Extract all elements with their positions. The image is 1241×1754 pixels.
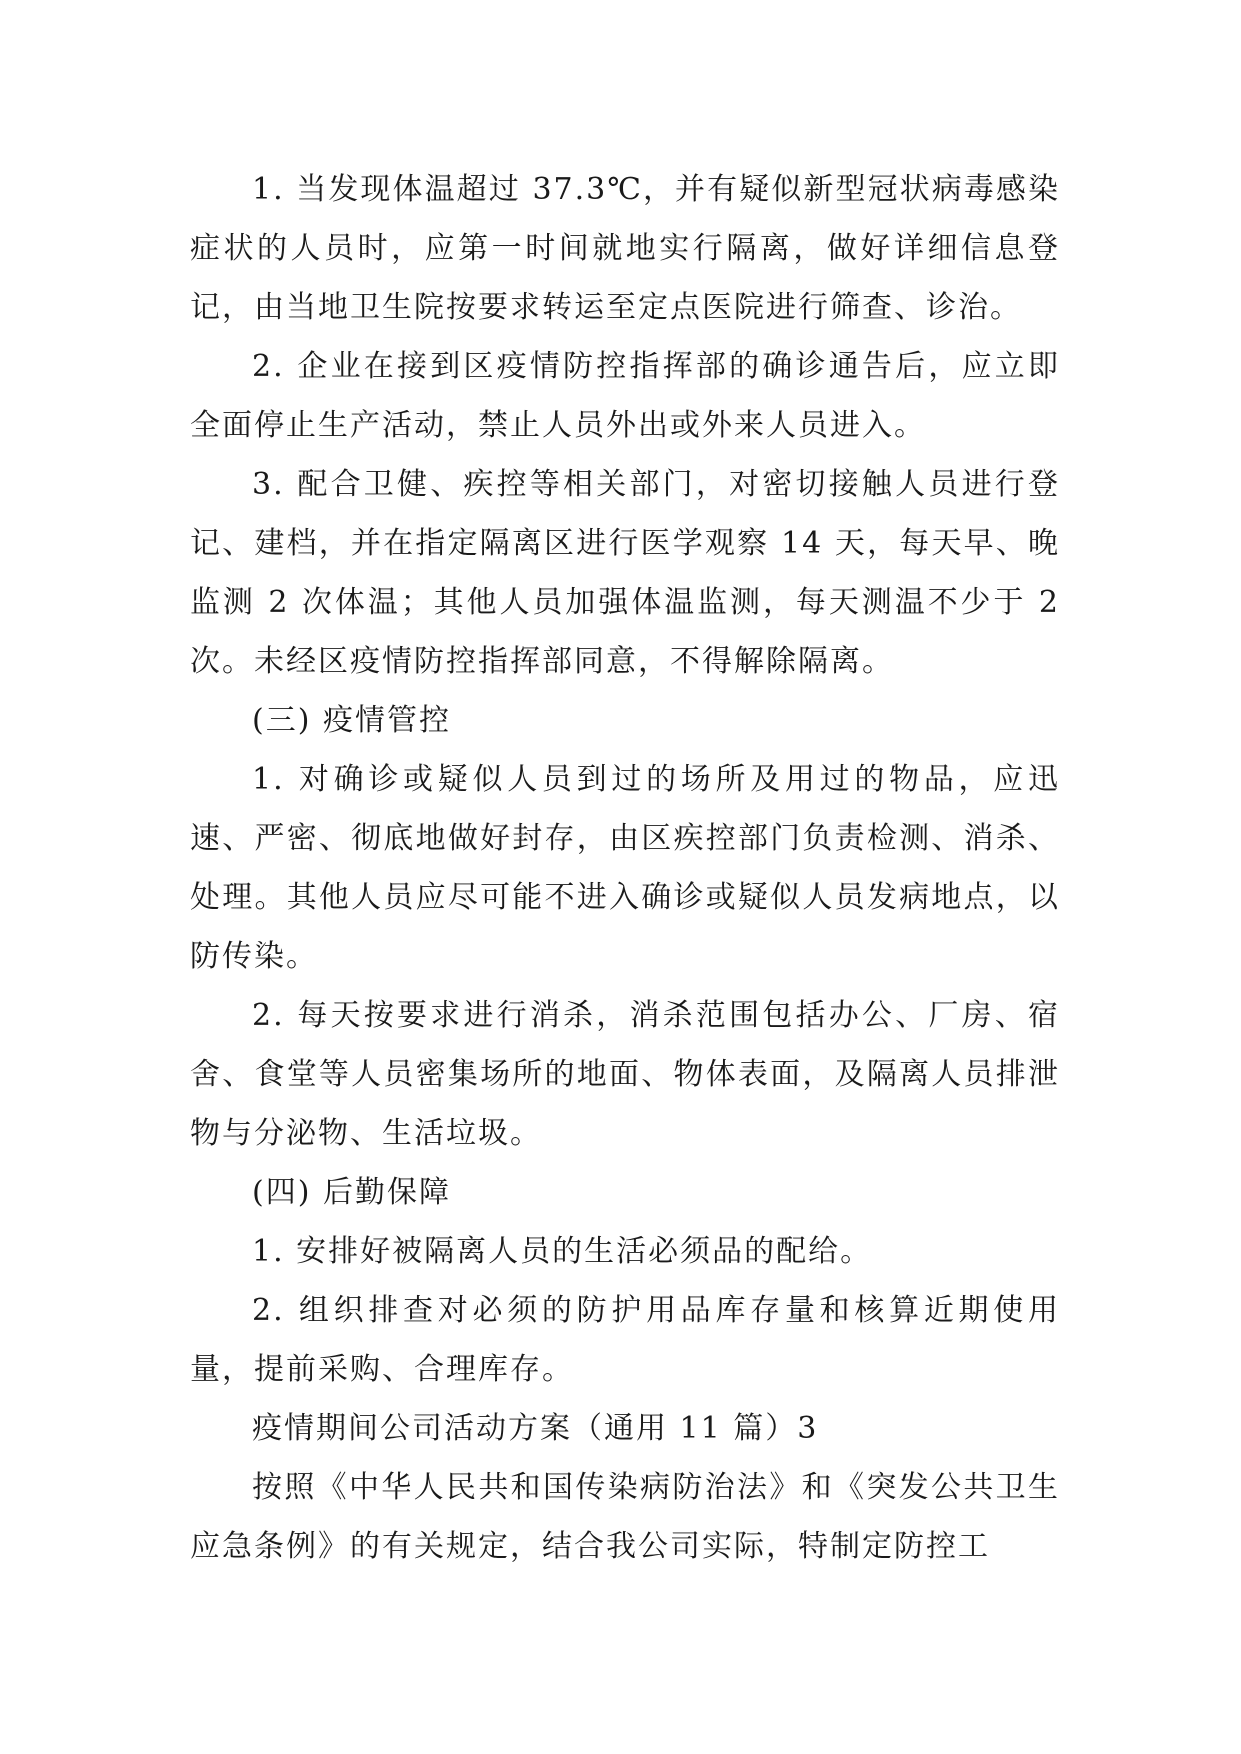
paragraph-fever-isolation: 1. 当发现体温超过 37.3℃，并有疑似新型冠状病毒感染症状的人员时，应第一时间就地实行隔离，做好详细信息登记，由当地卫生院按要求转运至定点医院进行筛查、诊治。 <box>190 172 1060 325</box>
paragraph-disinfection: 2. 每天按要求进行消杀，消杀范围包括办公、厂房、宿舍、食堂等人员密集场所的地面、物体表面，及隔离人员排泄物与分泌物、生活垃圾。 <box>190 998 1060 1151</box>
paragraph-stop-production: 2. 企业在接到区疫情防控指挥部的确诊通告后，应立即全面停止生产活动，禁止人员外出或外来人员进入。 <box>190 349 1060 443</box>
paragraph-supplies: 1. 安排好被隔离人员的生活必须品的配给。 <box>252 1234 873 1269</box>
paragraph-protective-equipment: 2. 组织排查对必须的防护用品库存量和核算近期使用量，提前采购、合理库存。 <box>190 1293 1060 1387</box>
paragraph-legal-basis: 按照《中华人民共和国传染病防治法》和《突发公共卫生应急条例》的有关规定，结合我公司实际，特制定防控工 <box>190 1470 1060 1564</box>
section-heading-logistics: (四) 后勤保障 <box>252 1175 451 1210</box>
section-heading-epidemic-control: (三) 疫情管控 <box>252 703 451 738</box>
document-body <box>190 160 1060 1576</box>
document-section-title: 疫情期间公司活动方案（通用 11 篇）3 <box>252 1411 819 1446</box>
paragraph-seal-sites: 1. 对确诊或疑似人员到过的场所及用过的物品，应迅速、严密、彻底地做好封存，由区疾控部门负责检测、消杀、处理。其他人员应尽可能不进入确诊或疑似人员发病地点，以防传染。 <box>190 762 1060 974</box>
paragraph-close-contacts: 3. 配合卫健、疾控等相关部门，对密切接触人员进行登记、建档，并在指定隔离区进行医学观察 14 天，每天早、晚监测 2 次体温；其他人员加强体温监测，每天测温不少于 2 次。未经区疫情防控指挥部同意，不得解除隔离。 <box>190 467 1060 679</box>
